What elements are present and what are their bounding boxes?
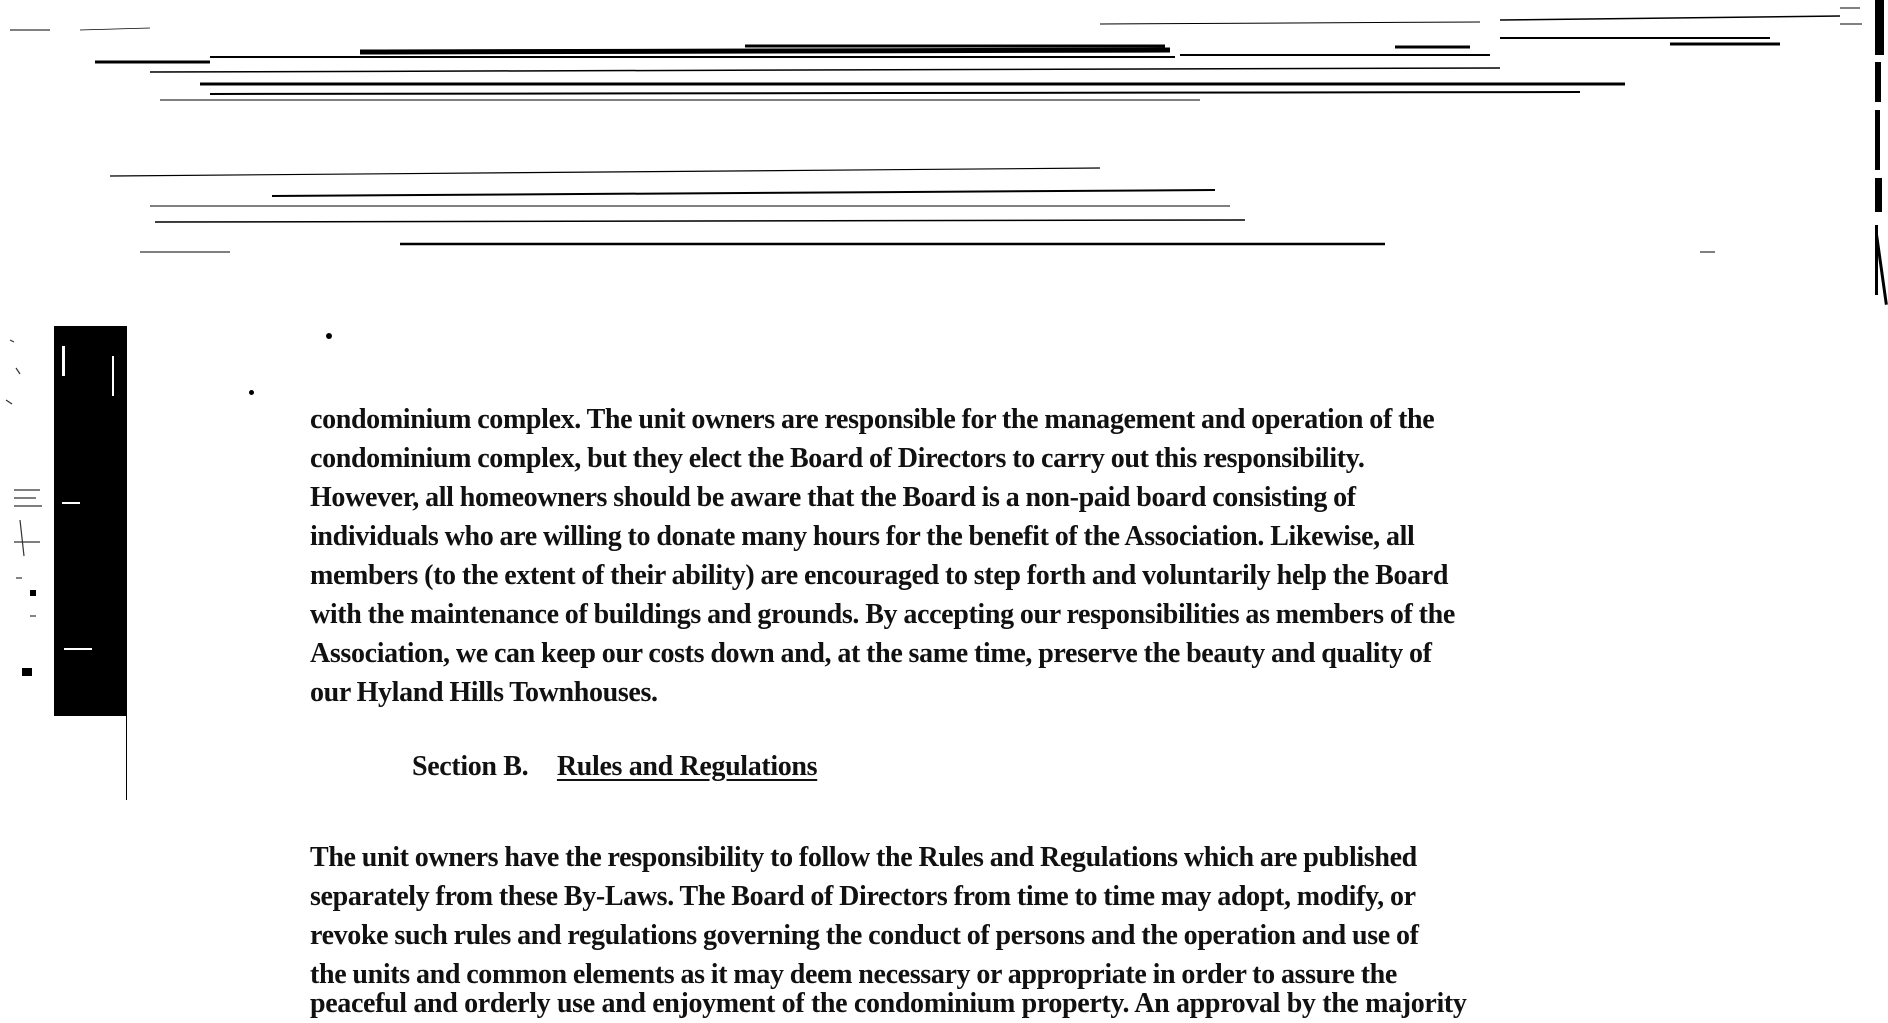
paragraph-line: The unit owners have the responsibility to follow the Rules and Regulations which are published <box>310 842 1417 873</box>
paragraph-line: peaceful and orderly use and enjoyment of the condominium property. An approval by the majority <box>310 988 1467 1019</box>
paragraph-2-cutoff-line <box>310 984 1630 1019</box>
paragraph-line: However, all homeowners should be aware that the Board is a non-paid board consisting of <box>310 482 1356 513</box>
paragraph-line: separately from these By-Laws. The Board of Directors from time to time may adopt, modify, or <box>310 881 1416 912</box>
paragraph-line: condominium complex. The unit owners are responsible for the management and operation of the <box>310 404 1435 435</box>
paragraph-line: revoke such rules and regulations governing the conduct of persons and the operation and use of <box>310 920 1419 951</box>
scan-artifact-left-line <box>126 710 127 800</box>
section-label: Section B. <box>412 751 529 782</box>
scan-speck <box>326 333 332 339</box>
paragraph-line: the units and common elements as it may deem necessary or appropriate in order to assure the <box>310 959 1397 990</box>
paragraph-2 <box>310 838 1630 994</box>
paragraph-line: individuals who are willing to donate many hours for the benefit of the Association. Likewise, all <box>310 521 1415 552</box>
section-title: Rules and Regulations <box>556 751 818 782</box>
scan-artifact-left-bar <box>54 326 127 716</box>
section-heading <box>412 751 817 783</box>
paragraph-1 <box>310 400 1630 712</box>
paragraph-line: Association, we can keep our costs down and, at the same time, preserve the beauty and quality of <box>310 638 1432 669</box>
paragraph-line: with the maintenance of buildings and grounds. By accepting our responsibilities as members of the <box>310 599 1455 630</box>
scan-speck <box>249 390 254 395</box>
paragraph-line: our Hyland Hills Townhouses. <box>310 677 658 708</box>
paragraph-line: members (to the extent of their ability) are encouraged to step forth and voluntarily help the Board <box>310 560 1449 591</box>
scan-artifact-top <box>0 0 1888 260</box>
paragraph-line: condominium complex, but they elect the Board of Directors to carry out this responsibility. <box>310 443 1365 474</box>
scan-artifact-left-debris <box>0 320 60 700</box>
